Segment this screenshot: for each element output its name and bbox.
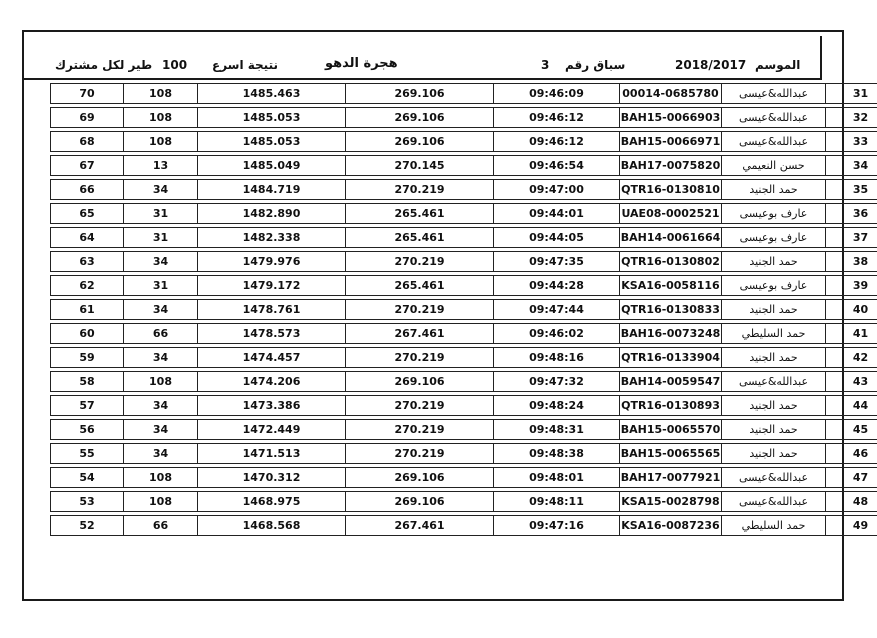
loft-count-cell: 108: [124, 107, 198, 128]
arrival-time-cell: 09:46:12: [494, 131, 620, 152]
owner-cell: عبدالله&عيسى: [722, 83, 826, 104]
rank-cell: 42: [826, 347, 877, 368]
loft-count-cell: 31: [124, 227, 198, 248]
owner-cell: عبدالله&عيسى: [722, 131, 826, 152]
distance-cell: 270.219: [346, 347, 494, 368]
distance-cell: 270.219: [346, 395, 494, 416]
arrival-time-cell: 09:48:31: [494, 419, 620, 440]
loft-count-cell: 31: [124, 203, 198, 224]
distance-cell: 265.461: [346, 203, 494, 224]
owner-cell: حمد الجنيد: [722, 419, 826, 440]
points-cell: 57: [50, 395, 124, 416]
ring-number-cell: BAH14-0061664: [620, 227, 722, 248]
points-cell: 56: [50, 419, 124, 440]
table-row: [50, 107, 877, 128]
distance-cell: 267.461: [346, 323, 494, 344]
owner-cell: عبدالله&عيسى: [722, 491, 826, 512]
owner-cell: حمد الجنيد: [722, 395, 826, 416]
speed-cell: 1479.976: [198, 251, 346, 272]
owner-cell: حمد السليطي: [722, 323, 826, 344]
points-cell: 59: [50, 347, 124, 368]
table-row: [50, 203, 877, 224]
ring-number-cell: BAH15-0065565: [620, 443, 722, 464]
table-row: [50, 131, 877, 152]
arrival-time-cell: 09:46:09: [494, 83, 620, 104]
ring-number-cell: QTR16-0130802: [620, 251, 722, 272]
distance-cell: 269.106: [346, 107, 494, 128]
loft-count-cell: 31: [124, 275, 198, 296]
distance-cell: 270.219: [346, 251, 494, 272]
arrival-time-cell: 09:47:16: [494, 515, 620, 536]
distance-cell: 269.106: [346, 371, 494, 392]
table-row: [50, 395, 877, 416]
arrival-time-cell: 09:46:02: [494, 323, 620, 344]
ring-number-cell: BAH15-0066903: [620, 107, 722, 128]
loft-count-cell: 13: [124, 155, 198, 176]
arrival-time-cell: 09:48:16: [494, 347, 620, 368]
results-table: [50, 80, 877, 539]
fastest-value: 100: [162, 58, 188, 72]
ring-number-cell: QTR16-0130893: [620, 395, 722, 416]
table-row: [50, 371, 877, 392]
table-row: [50, 323, 877, 344]
ring-number-cell: BAH17-0077921: [620, 467, 722, 488]
ring-number-cell: KSA16-0058116: [620, 275, 722, 296]
distance-cell: 270.219: [346, 179, 494, 200]
rank-cell: 31: [826, 83, 877, 104]
speed-cell: 1479.172: [198, 275, 346, 296]
race-location: هجرة الدهو: [325, 56, 398, 71]
owner-cell: حمد الجنيد: [722, 299, 826, 320]
arrival-time-cell: 09:48:38: [494, 443, 620, 464]
owner-cell: عارف بوعيسى: [722, 203, 826, 224]
owner-cell: عبدالله&عيسى: [722, 467, 826, 488]
rank-cell: 39: [826, 275, 877, 296]
loft-count-cell: 34: [124, 347, 198, 368]
speed-cell: 1482.890: [198, 203, 346, 224]
table-row: [50, 227, 877, 248]
season-label: الموسم: [755, 58, 801, 72]
arrival-time-cell: 09:46:12: [494, 107, 620, 128]
points-cell: 65: [50, 203, 124, 224]
distance-cell: 270.145: [346, 155, 494, 176]
ring-number-cell: BAH17-0075820: [620, 155, 722, 176]
table-row: [50, 515, 877, 536]
arrival-time-cell: 09:46:54: [494, 155, 620, 176]
rank-cell: 34: [826, 155, 877, 176]
points-cell: 66: [50, 179, 124, 200]
owner-cell: حسن النعيمي: [722, 155, 826, 176]
distance-cell: 269.106: [346, 467, 494, 488]
arrival-time-cell: 09:44:01: [494, 203, 620, 224]
points-cell: 58: [50, 371, 124, 392]
owner-cell: حمد السليطي: [722, 515, 826, 536]
results-body: [50, 83, 877, 536]
arrival-time-cell: 09:47:35: [494, 251, 620, 272]
distance-cell: 265.461: [346, 275, 494, 296]
points-cell: 60: [50, 323, 124, 344]
speed-cell: 1468.568: [198, 515, 346, 536]
owner-cell: حمد الجنيد: [722, 443, 826, 464]
owner-cell: عبدالله&عيسى: [722, 371, 826, 392]
points-cell: 62: [50, 275, 124, 296]
ring-number-cell: KSA16-0087236: [620, 515, 722, 536]
loft-count-cell: 108: [124, 83, 198, 104]
ring-number-cell: 00014-0685780: [620, 83, 722, 104]
points-cell: 53: [50, 491, 124, 512]
owner-cell: حمد الجنيد: [722, 251, 826, 272]
arrival-time-cell: 09:48:01: [494, 467, 620, 488]
loft-count-cell: 34: [124, 419, 198, 440]
rank-cell: 41: [826, 323, 877, 344]
owner-cell: عبدالله&عيسى: [722, 107, 826, 128]
speed-cell: 1468.975: [198, 491, 346, 512]
table-row: [50, 347, 877, 368]
table-row: [50, 179, 877, 200]
ring-number-cell: BAH14-0059547: [620, 371, 722, 392]
owner-cell: حمد الجنيد: [722, 347, 826, 368]
distance-cell: 270.219: [346, 419, 494, 440]
distance-cell: 267.461: [346, 515, 494, 536]
ring-number-cell: BAH15-0066971: [620, 131, 722, 152]
rank-cell: 43: [826, 371, 877, 392]
ring-number-cell: QTR16-0130810: [620, 179, 722, 200]
points-cell: 54: [50, 467, 124, 488]
table-row: [50, 251, 877, 272]
points-cell: 70: [50, 83, 124, 104]
table-row: [50, 443, 877, 464]
points-cell: 63: [50, 251, 124, 272]
rank-cell: 49: [826, 515, 877, 536]
speed-cell: 1474.457: [198, 347, 346, 368]
table-row: [50, 155, 877, 176]
points-cell: 68: [50, 131, 124, 152]
ring-number-cell: BAH15-0065570: [620, 419, 722, 440]
speed-cell: 1470.312: [198, 467, 346, 488]
speed-cell: 1473.386: [198, 395, 346, 416]
table-row: [50, 83, 877, 104]
owner-cell: حمد الجنيد: [722, 179, 826, 200]
arrival-time-cell: 09:47:00: [494, 179, 620, 200]
loft-count-cell: 108: [124, 467, 198, 488]
rank-cell: 36: [826, 203, 877, 224]
points-cell: 69: [50, 107, 124, 128]
rank-cell: 38: [826, 251, 877, 272]
rank-cell: 48: [826, 491, 877, 512]
arrival-time-cell: 09:48:24: [494, 395, 620, 416]
distance-cell: 265.461: [346, 227, 494, 248]
table-row: [50, 275, 877, 296]
rank-cell: 46: [826, 443, 877, 464]
ring-number-cell: QTR16-0133904: [620, 347, 722, 368]
speed-cell: 1485.049: [198, 155, 346, 176]
rank-cell: 44: [826, 395, 877, 416]
rank-cell: 33: [826, 131, 877, 152]
arrival-time-cell: 09:47:32: [494, 371, 620, 392]
speed-cell: 1482.338: [198, 227, 346, 248]
ring-number-cell: QTR16-0130833: [620, 299, 722, 320]
speed-cell: 1471.513: [198, 443, 346, 464]
per-participant-label: طير لكل مشترك: [55, 58, 153, 72]
arrival-time-cell: 09:44:28: [494, 275, 620, 296]
loft-count-cell: 34: [124, 443, 198, 464]
arrival-time-cell: 09:44:05: [494, 227, 620, 248]
distance-cell: 270.219: [346, 443, 494, 464]
ring-number-cell: KSA15-0028798: [620, 491, 722, 512]
distance-cell: 269.106: [346, 83, 494, 104]
points-cell: 55: [50, 443, 124, 464]
loft-count-cell: 34: [124, 179, 198, 200]
speed-cell: 1485.053: [198, 107, 346, 128]
table-row: [50, 467, 877, 488]
distance-cell: 269.106: [346, 131, 494, 152]
speed-cell: 1474.206: [198, 371, 346, 392]
owner-cell: عارف بوعيسى: [722, 275, 826, 296]
arrival-time-cell: 09:47:44: [494, 299, 620, 320]
fastest-label: نتيجة اسرع: [212, 58, 278, 72]
loft-count-cell: 34: [124, 299, 198, 320]
rank-cell: 47: [826, 467, 877, 488]
race-number: 3: [541, 58, 550, 72]
points-cell: 52: [50, 515, 124, 536]
rank-cell: 32: [826, 107, 877, 128]
speed-cell: 1478.573: [198, 323, 346, 344]
owner-cell: عارف بوعيسى: [722, 227, 826, 248]
loft-count-cell: 34: [124, 251, 198, 272]
points-cell: 67: [50, 155, 124, 176]
table-row: [50, 299, 877, 320]
speed-cell: 1478.761: [198, 299, 346, 320]
season-value: 2018/2017: [675, 58, 747, 72]
loft-count-cell: 108: [124, 131, 198, 152]
ring-number-cell: BAH16-0073248: [620, 323, 722, 344]
points-cell: 64: [50, 227, 124, 248]
rank-cell: 40: [826, 299, 877, 320]
distance-cell: 270.219: [346, 299, 494, 320]
rank-cell: 45: [826, 419, 877, 440]
loft-count-cell: 34: [124, 395, 198, 416]
loft-count-cell: 66: [124, 323, 198, 344]
rank-cell: 35: [826, 179, 877, 200]
table-row: [50, 491, 877, 512]
arrival-time-cell: 09:48:11: [494, 491, 620, 512]
header-right-rule: [820, 36, 822, 80]
speed-cell: 1485.053: [198, 131, 346, 152]
distance-cell: 269.106: [346, 491, 494, 512]
points-cell: 61: [50, 299, 124, 320]
speed-cell: 1485.463: [198, 83, 346, 104]
loft-count-cell: 108: [124, 491, 198, 512]
table-row: [50, 419, 877, 440]
ring-number-cell: UAE08-0002521: [620, 203, 722, 224]
speed-cell: 1484.719: [198, 179, 346, 200]
header-left-rule: [22, 36, 24, 80]
rank-cell: 37: [826, 227, 877, 248]
loft-count-cell: 108: [124, 371, 198, 392]
speed-cell: 1472.449: [198, 419, 346, 440]
loft-count-cell: 66: [124, 515, 198, 536]
race-label: سباق رقم: [565, 58, 626, 72]
